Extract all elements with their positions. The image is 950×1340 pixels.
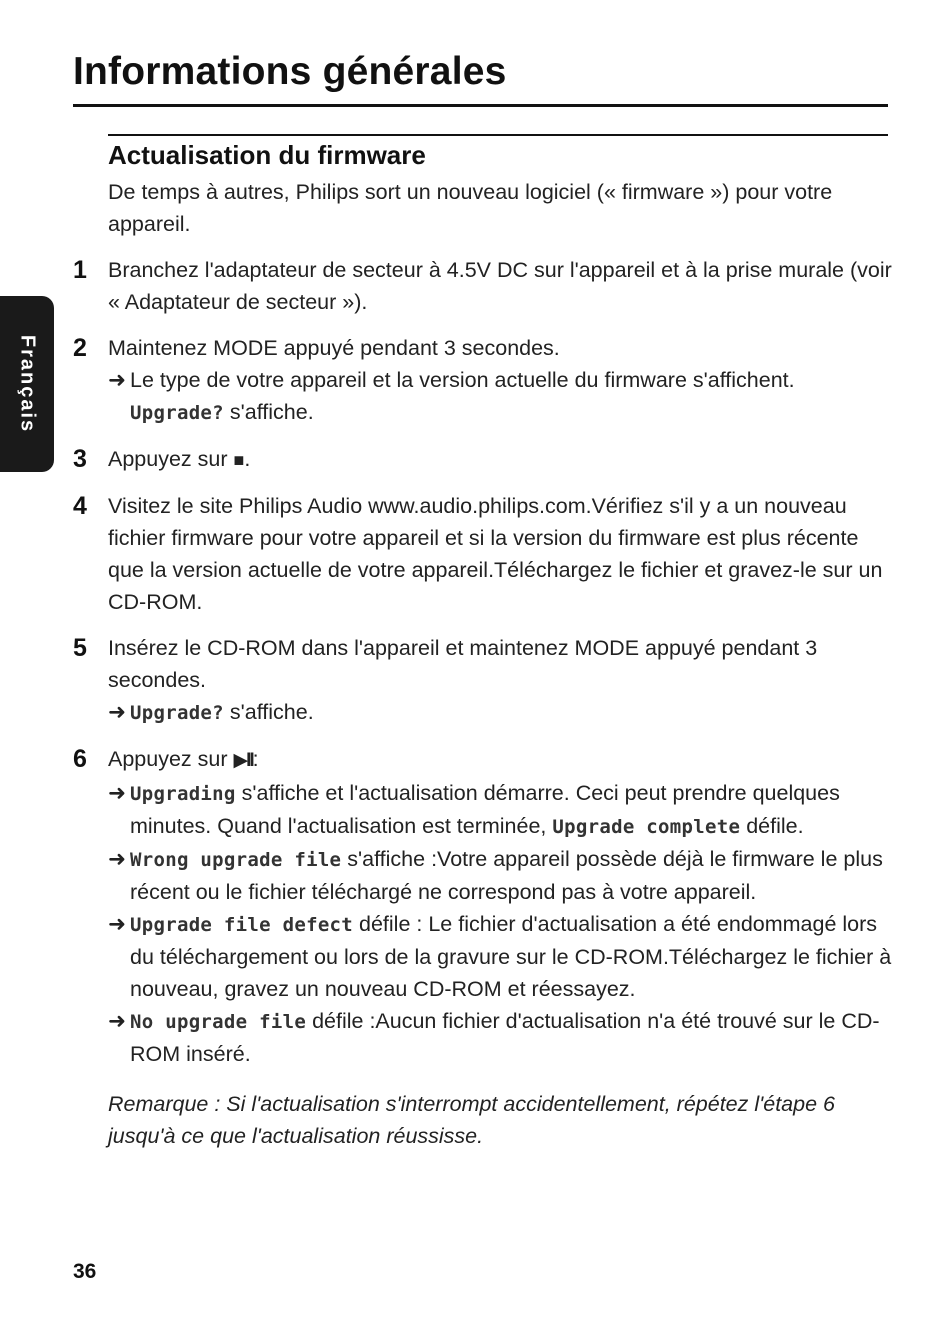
step-text — [108, 443, 898, 476]
step-text-part: . — [244, 447, 251, 471]
step-1 — [73, 254, 898, 318]
step-number: 5 — [73, 634, 87, 662]
display-message: Wrong upgrade file — [130, 849, 342, 871]
result-text: s'affiche. — [223, 400, 314, 424]
arrow-icon: ➜ — [108, 847, 127, 871]
remark-note: Remarque : Si l'actualisation s'interrompt accidentellement, répétez l'étape 6 jusqu'à ce que l'actualisation réussisse. — [108, 1092, 835, 1148]
arrow-icon: ➜ — [108, 781, 127, 805]
arrow-icon: ➜ — [108, 1009, 127, 1033]
step-number: 6 — [73, 745, 87, 773]
result-text: s'affiche et l'actualisation démarre. Ceci peut prendre quelques minutes. Quand l'actualisation est terminée, — [130, 781, 840, 838]
step-text: Visitez le site Philips Audio www.audio.philips.com.Vérifiez s'il y a un nouveau fichier firmware pour votre appareil et si la version du firmware est plus récente que la version actuelle de votre appareil.Téléchargez le fichier et gravez-le sur un CD-ROM. — [108, 494, 883, 614]
result-text: défile. — [740, 814, 804, 838]
page-number: 36 — [73, 1260, 97, 1283]
step-result — [108, 777, 898, 843]
result-text: Le type de votre appareil et la version actuelle du firmware s'affichent. — [130, 368, 795, 392]
language-tab — [0, 296, 54, 472]
page-title: Informations générales — [73, 50, 507, 93]
result-text: s'affiche. — [223, 700, 314, 724]
result-text: défile : Le fichier d'actualisation a été endommagé lors du téléchargement ou lors de la gravure sur le CD-ROM.Téléchargez le fichier à nouveau, gravez un nouveau CD-ROM et réessayez. — [130, 912, 892, 1001]
intro-paragraph: De temps à autres, Philips sort un nouveau logiciel (« firmware ») pour votre appareil. — [108, 180, 833, 236]
step-result — [108, 696, 898, 729]
arrow-icon: ➜ — [108, 368, 127, 392]
display-message: Upgrade file defect — [130, 914, 354, 936]
section-content — [73, 176, 898, 1152]
step-3 — [73, 443, 898, 476]
step-text-part: : — [252, 747, 259, 771]
step-2 — [73, 332, 898, 429]
step-5 — [73, 632, 898, 729]
step-text: Branchez l'adaptateur de secteur à 4.5V DC sur l'appareil et à la prise murale (voir « Adaptateur de secteur »). — [108, 258, 892, 314]
stop-icon: ■ — [233, 450, 245, 470]
display-message: No upgrade file — [130, 1011, 307, 1033]
display-message: Upgrade? — [130, 702, 224, 724]
display-message: Upgrading — [130, 783, 236, 805]
step-4 — [73, 490, 898, 618]
step-number: 3 — [73, 445, 87, 473]
section-title: Actualisation du firmware — [108, 140, 426, 170]
step-text — [108, 743, 898, 777]
display-message: Upgrade? — [130, 402, 224, 424]
step-result — [108, 364, 898, 429]
step-text-part: Appuyez sur — [108, 447, 234, 471]
step-result — [108, 843, 898, 908]
step-text-part: Appuyez sur — [108, 747, 234, 771]
step-number: 4 — [73, 492, 87, 520]
section-divider — [108, 134, 888, 136]
step-result — [108, 908, 898, 1005]
display-message: Upgrade complete — [552, 816, 741, 838]
step-number: 1 — [73, 256, 87, 284]
arrow-icon: ➜ — [108, 700, 127, 724]
step-text: Maintenez MODE appuyé pendant 3 secondes. — [108, 336, 560, 360]
arrow-icon: ➜ — [108, 912, 127, 936]
language-tab-label: Français — [16, 334, 39, 434]
result-text: défile :Aucun fichier d'actualisation n'a été trouvé sur le CD-ROM inséré. — [130, 1009, 880, 1066]
step-result — [108, 1005, 898, 1070]
result-text: s'affiche :Votre appareil possède déjà le firmware le plus récent ou le fichier téléchargé ne correspond pas à votre appareil. — [130, 847, 883, 904]
title-divider — [73, 104, 888, 107]
play-pause-icon: ▶II — [233, 750, 253, 771]
step-number: 2 — [73, 334, 87, 362]
step-text: Insérez le CD-ROM dans l'appareil et maintenez MODE appuyé pendant 3 secondes. — [108, 636, 818, 692]
step-6 — [73, 743, 898, 1070]
